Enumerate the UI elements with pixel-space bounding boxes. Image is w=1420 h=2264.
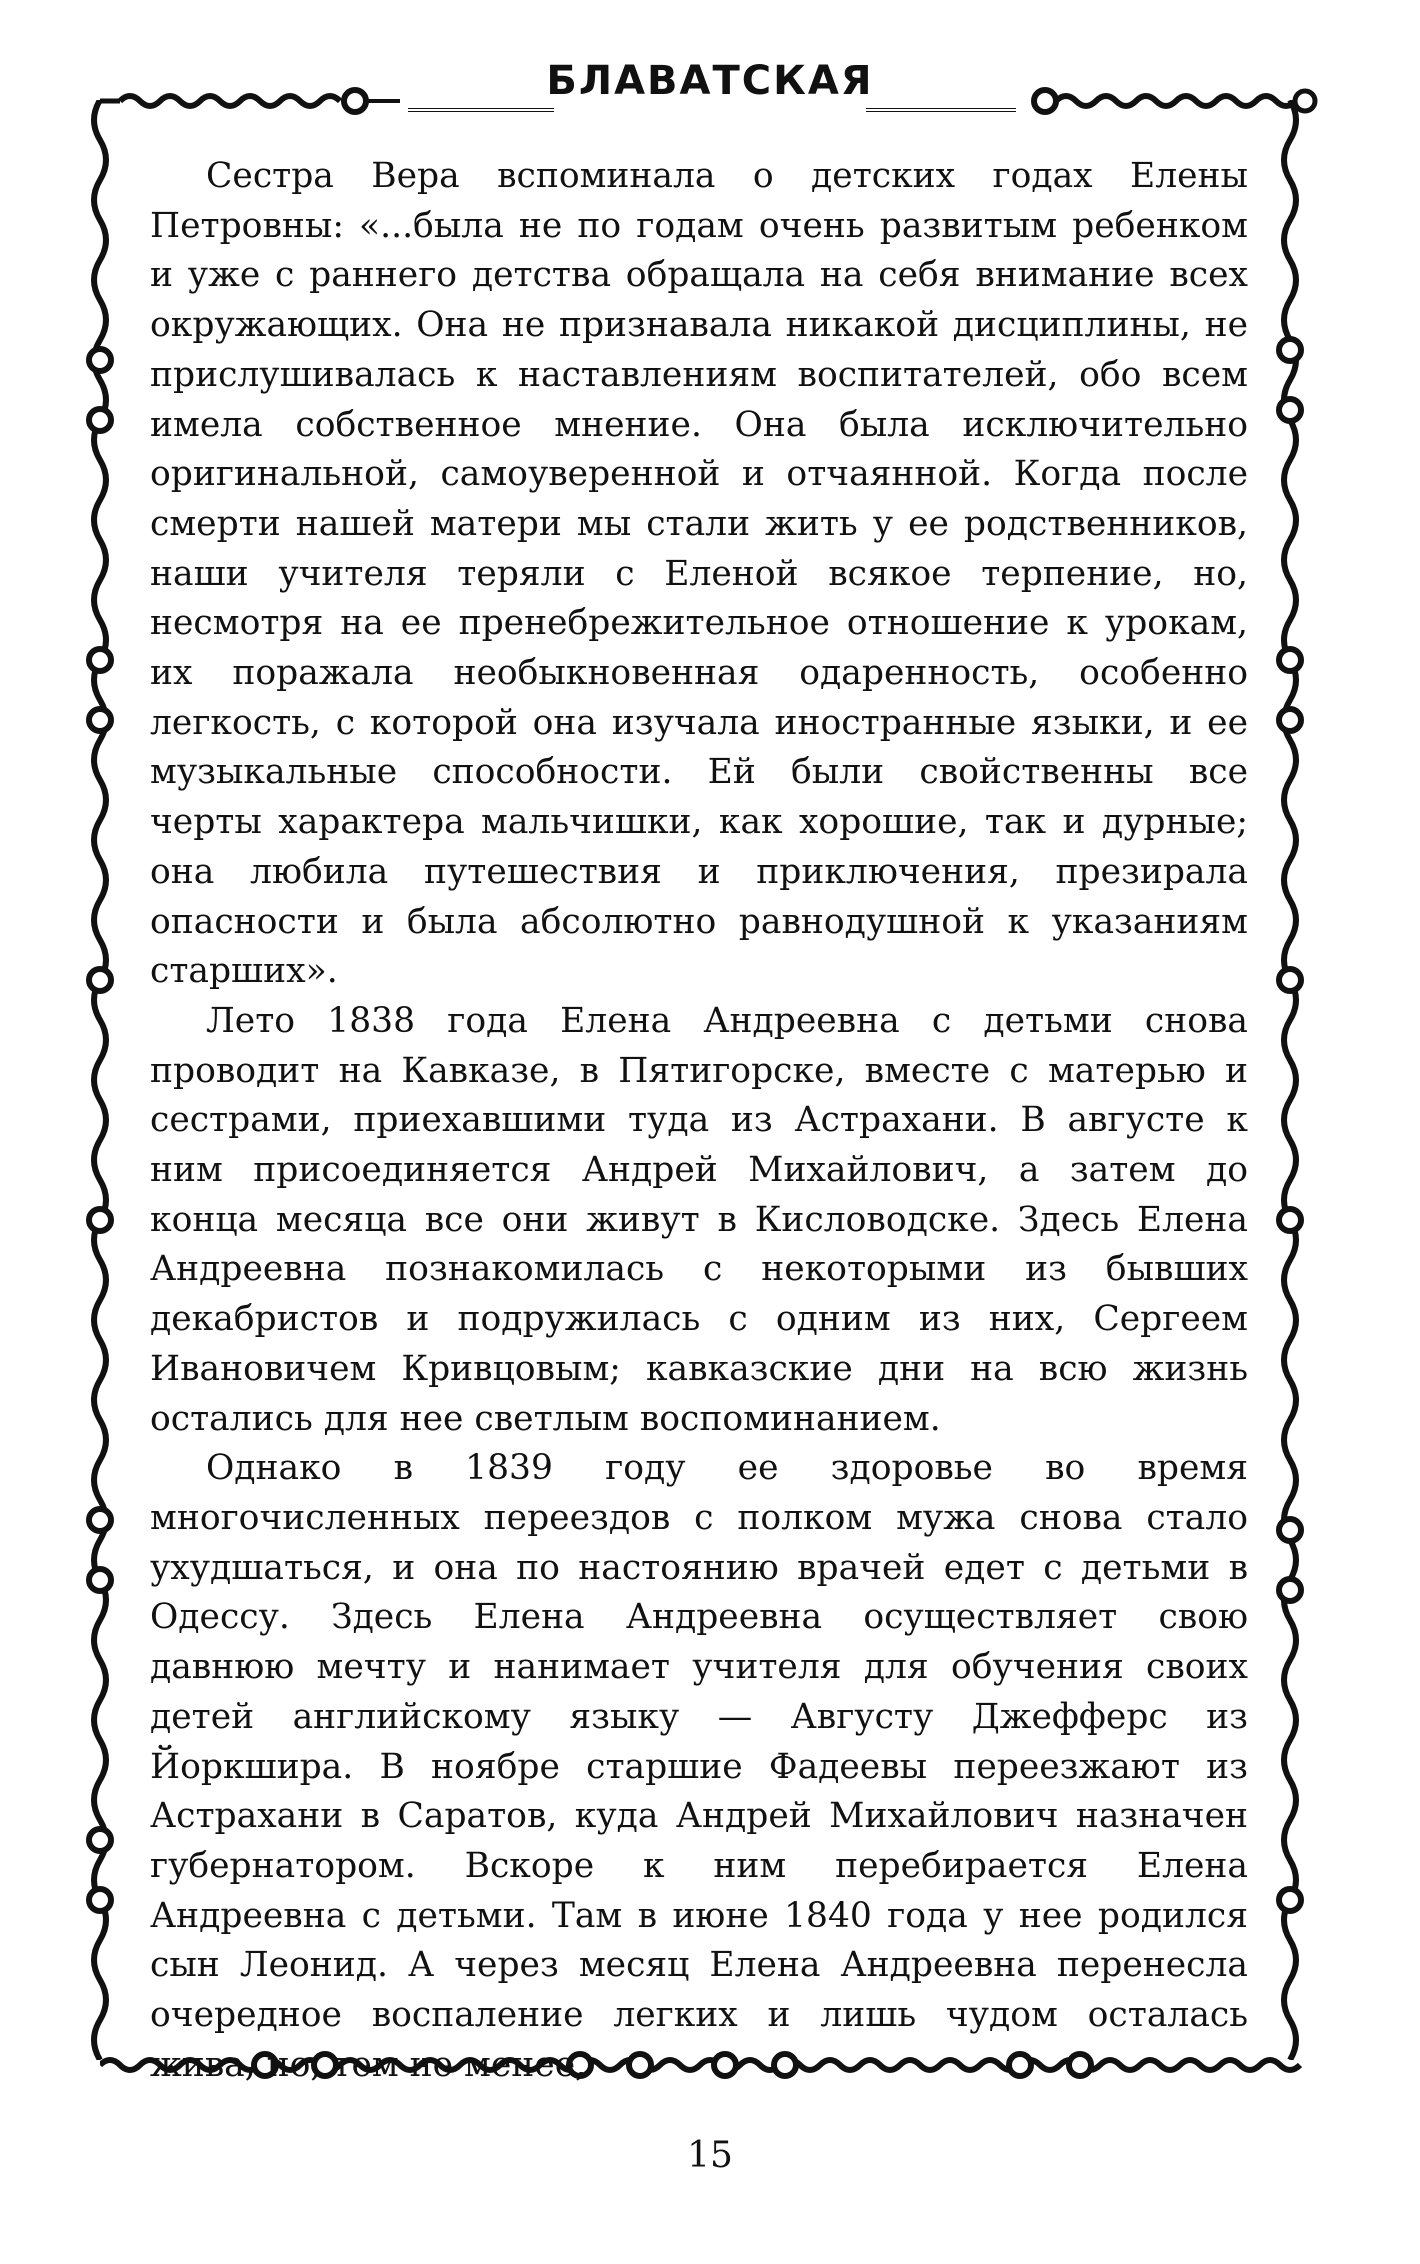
chain-border-right: [1270, 100, 1310, 2060]
chain-ornament-top-left: [100, 86, 400, 116]
page-number: 15: [687, 2135, 733, 2176]
chain-border-left: [80, 100, 120, 2060]
header-rule-left: [408, 108, 554, 112]
paragraph-1: Сестра Вера вспоминала о детских годах Елены Петровны: «...была не по годам очень развитым ребенком и уже с раннего детства обращала на себя внимание всех окружающих. Она не признавала никакой дисциплины, не прислушивалась к наставлениям воспитателей, обо всем имела собственное мнение. Она была исключительно оригинальной, самоуверенной и отчаянной. Когда после смерти нашей матери мы стали жить у ее родственников, наши учителя теряли с Еленой всякое терпение, но, несмотря на ее пренебрежительное отношение к урокам, их поражала необыкновенная одаренность, особенно легкость, с которой она изучала иностранные языки, и ее музыкальные способности. Ей были свойственны все черты характера мальчишки, как хорошие, так и дурные; она любила путешествия и приключения, презирала опасности и была абсолютно равнодушной к указаниям старших».: [150, 156, 1248, 992]
running-title: БЛАВАТСКАЯ: [546, 58, 874, 104]
paragraph-2: Лето 1838 года Елена Андреевна с детьми снова проводит на Кавказе, в Пятигорске, вместе с матерью и сестрами, приехавшими туда из Астрахани. В августе к ним присоединяется Андрей Михайлович, а затем до конца месяца все они живут в Кисловодске. Здесь Елена Андреевна познакомилась с некоторыми из бывших декабристов и подружилась с одним из них, Сергеем Ивановичем Кривцовым; кавказские дни на всю жизнь остались для нее светлым воспоминанием.: [150, 1000, 1248, 1439]
body-text: [150, 152, 1248, 2090]
header-rule-right: [866, 108, 1016, 112]
paragraph-3: Однако в 1839 году ее здоровье во время многочисленных переездов с полком мужа снова стало ухудшаться, и она по настоянию врачей едет с детьми в Одессу. Здесь Елена Андреевна осуществляет свою давнюю мечту и нанимает учителя для обучения своих детей английскому языку — Августу Джефферс из Йоркшира. В ноябре старшие Фадеевы переезжают из Астрахани в Саратов, куда Андрей Михайлович назначен губернатором. Вскоре к ним перебирается Елена Андреевна с детьми. Там в июне 1840 года у нее родился сын Леонид. А через месяц Елена Андреевна перенесла очередное воспаление легких и лишь чудом осталась жива, но, тем не менее,: [150, 1448, 1248, 2085]
